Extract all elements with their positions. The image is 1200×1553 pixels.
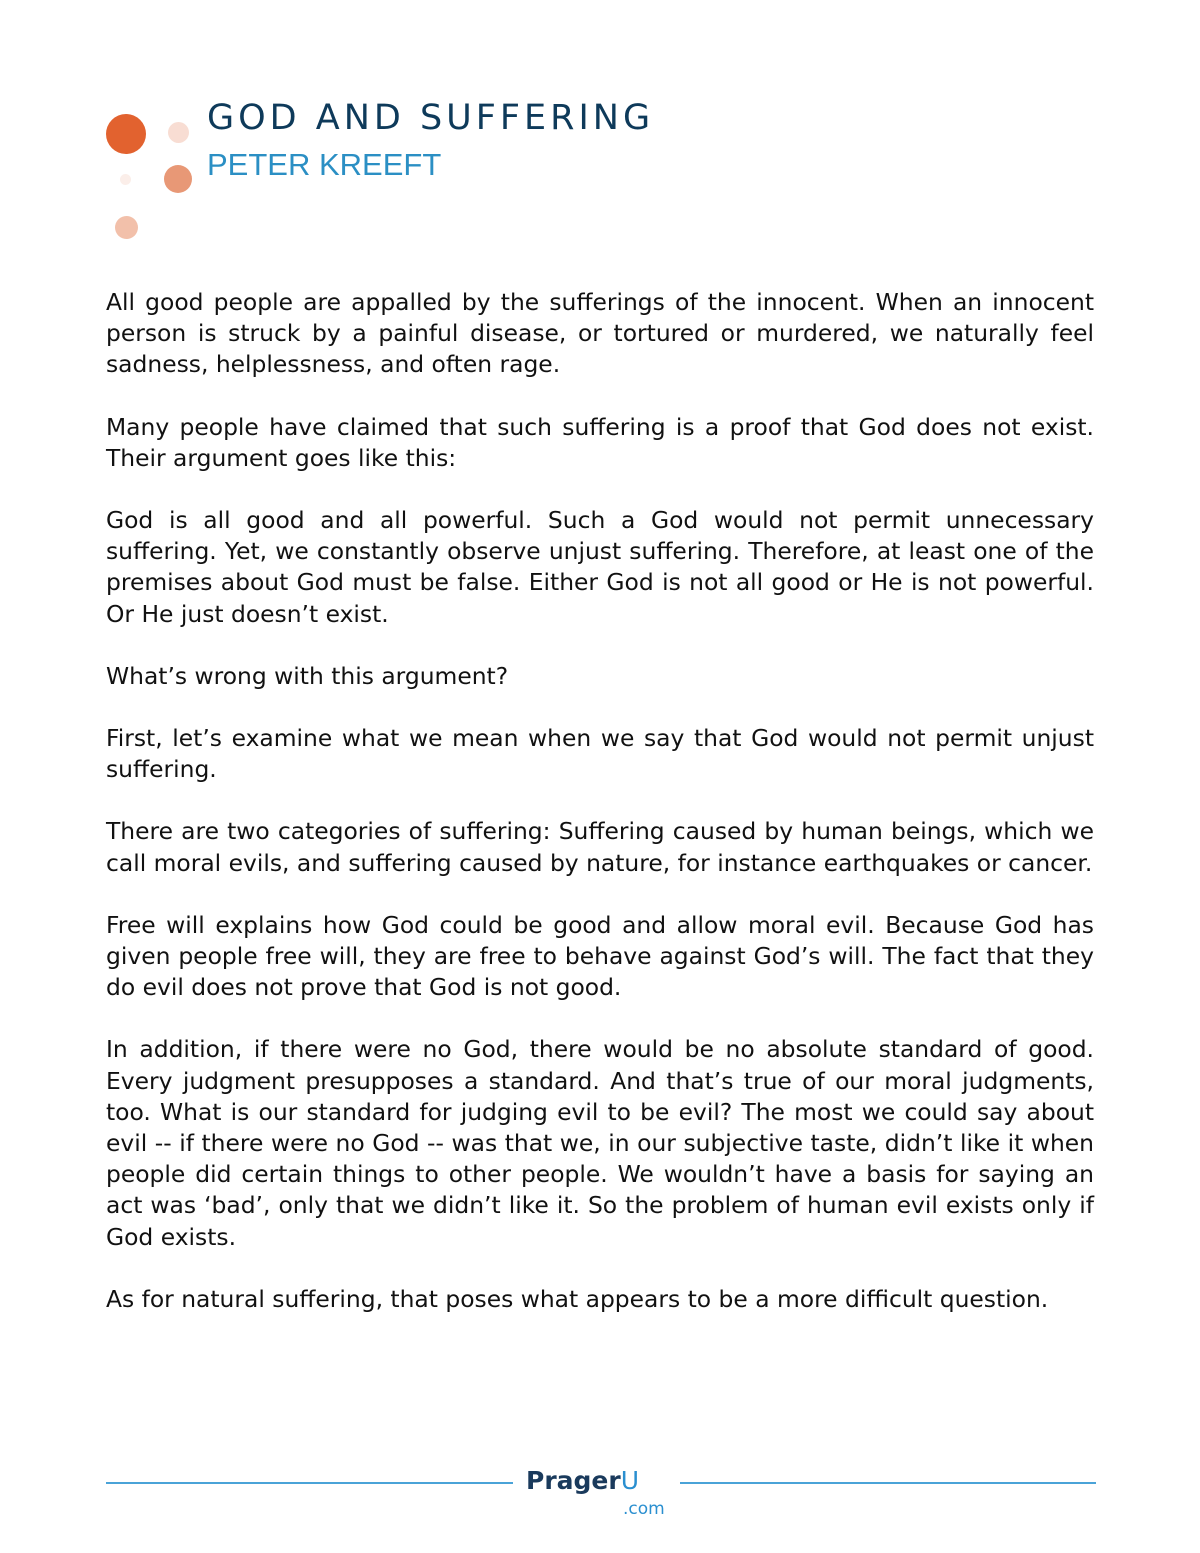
body-paragraph: All good people are appalled by the sufferings of the innocent. When an innocent person is struck by a painful disease, or tortured or murdered, we naturally feel sadness, helplessness, and often rage. [106,288,1094,379]
dot-decoration [106,114,146,154]
footer-divider-right [680,1482,1096,1484]
dot-decoration [115,216,138,239]
footer-divider-left [106,1482,513,1484]
dot-decoration [168,122,189,143]
document-title: GOD AND SUFFERING [207,98,655,138]
document-body [106,287,1094,1346]
body-paragraph: God is all good and all powerful. Such a God would not permit unnecessary suffering. Yet, we constantly observe unjust suffering. Therefore, at least one of the premises about God must be false. Either God is not all good or He is not powerful. Or He just doesn’t exist. [106,506,1094,628]
body-paragraph: What’s wrong with this argument? [106,661,509,690]
body-paragraph: Free will explains how God could be good and allow moral evil. Because God has given people free will, they are free to behave against God’s will. The fact that they do evil does not prove that God is not good. [106,910,1094,1002]
document-author: PETER KREEFT [207,147,442,182]
logo-suffix: .com [623,1499,665,1519]
logo-u: U [620,1466,640,1495]
body-paragraph: As for natural suffering, that poses what appears to be a more difficult question. [106,1284,1049,1313]
body-paragraph: Many people have claimed that such suffering is a proof that God does not exist. Their argument goes like this: [106,412,1094,472]
body-paragraph: There are two categories of suffering: Suffering caused by human beings, which we call moral evils, and suffering caused by nature, for instance earthquakes or cancer. [106,817,1094,877]
dot-decoration [120,174,131,185]
prageru-logo [526,1466,639,1495]
body-paragraph: In addition, if there were no God, there would be no absolute standard of good. Every judgment presupposes a standard. And that’s true of our moral judgments, too. What is our standard for judging evil to be evil? The most we could say about evil -- if there were no God -- was that we, in our subjective taste, didn’t like it when people did certain things to other people. We wouldn’t have a basis for saying an act was ‘bad’, only that we didn’t like it. So the problem of human evil exists only if God exists. [106,1035,1094,1251]
logo-text: Prager [526,1466,621,1495]
body-paragraph: First, let’s examine what we mean when we say that God would not permit unjust suffering. [106,724,1094,784]
dot-decoration [164,165,192,193]
